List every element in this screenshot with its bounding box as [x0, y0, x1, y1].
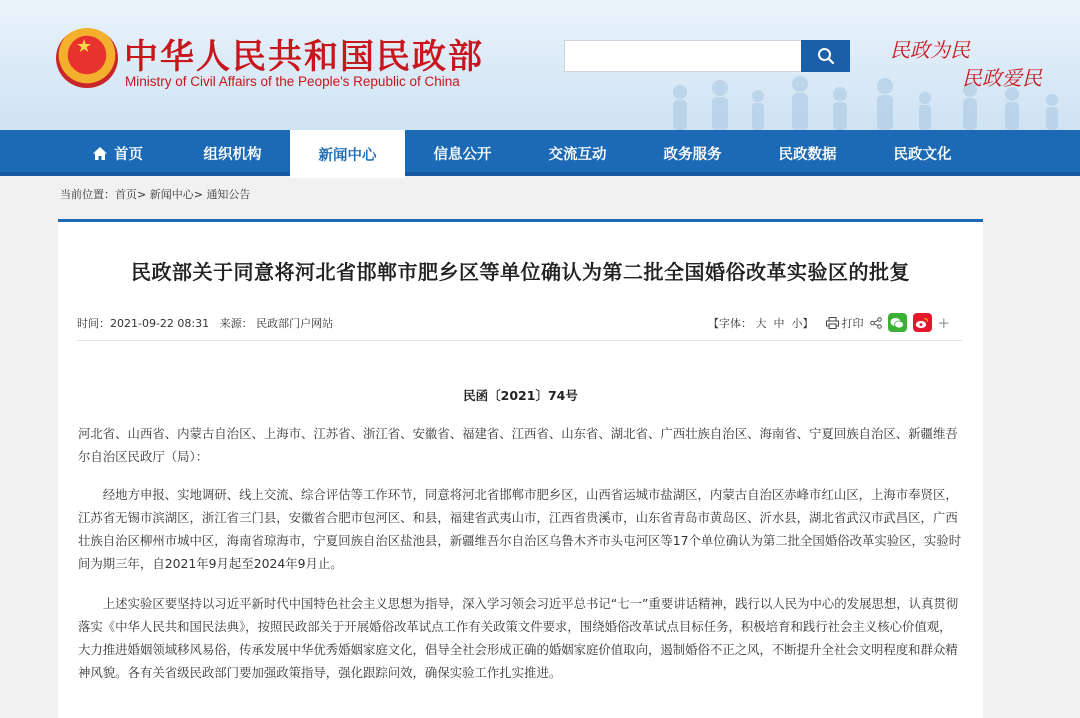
- breadcrumb-prefix: 当前位置：: [60, 188, 115, 201]
- search-button[interactable]: [801, 40, 850, 72]
- article-meta: [77, 315, 333, 331]
- home-icon: [92, 146, 108, 161]
- nav-item-label: 首页: [114, 146, 143, 163]
- nav-item-label: 政务服务: [663, 146, 722, 163]
- document-number: 民函〔2021〕74号: [463, 388, 578, 403]
- print-button[interactable]: [826, 315, 864, 331]
- slogan-1: 民政为民: [890, 38, 970, 62]
- publish-time: 2021-09-22 08:31: [110, 317, 210, 330]
- font-size-label-close: 】: [802, 316, 814, 330]
- font-size-label: 【字体：: [708, 316, 752, 330]
- printer-icon: [826, 317, 839, 329]
- nav-item-culture[interactable]: [865, 130, 980, 176]
- nav-item-label: 组织机构: [203, 146, 262, 163]
- time-label: 时间：: [77, 317, 110, 330]
- more-share-button[interactable]: +: [937, 313, 951, 332]
- nav-item-label: 新闻中心: [318, 147, 377, 164]
- font-size-medium-button[interactable]: 中: [773, 316, 785, 330]
- nav-item-data[interactable]: [750, 130, 865, 176]
- print-label: 打印: [841, 316, 864, 330]
- weibo-icon: [915, 317, 929, 329]
- nav-item-organization[interactable]: [175, 130, 290, 176]
- site-title: 中华人民共和国民政部: [124, 37, 484, 77]
- star-icon: ★: [76, 36, 93, 57]
- wechat-icon: [890, 317, 904, 329]
- source-label: 来源：: [219, 317, 253, 330]
- article-title: 民政部关于同意将河北省邯郸市肥乡区等单位确认为第二批全国婚俗改革实验区的批复: [131, 260, 910, 284]
- search-icon: [817, 47, 835, 65]
- nav-item-label: 民政数据: [778, 146, 837, 163]
- article-source: 民政部门户网站: [256, 317, 334, 330]
- nav-item-news-center[interactable]: [290, 130, 405, 178]
- breadcrumb-home-link[interactable]: 首页: [115, 188, 137, 201]
- nav-item-label: 交流互动: [548, 146, 607, 163]
- meta-divider: [77, 340, 962, 341]
- breadcrumb-notice-link[interactable]: 通知公告: [206, 188, 251, 201]
- nav-item-home[interactable]: [60, 130, 175, 176]
- font-size-small-button[interactable]: 小: [791, 316, 803, 330]
- article-paragraph: 经地方申报、实地调研、线上交流、综合评估等工作环节，同意将河北省邯郸市肥乡区，山西省运城市盐湖区，内蒙古自治区赤峰市红山区，上海市奉贤区，江苏省无锡市滨湖区，浙江省三门县，安徽省合肥市包河区、和县，福建省武夷山市，江西省贵溪市，山东省青岛市黄岛区、沂水县，湖北省武汉市武昌区，广西壮族自治区柳州市城中区，海南省琼海市，宁夏回族自治区盐池县，新疆维吾尔自治区乌鲁木齐市头屯河区等17个单位确认为第二批全国婚俗改革实验区，实验时间为期三年，自2021年9月起至2024年9月止。: [78, 487, 962, 571]
- site-header: [0, 0, 1080, 130]
- font-size-large-button[interactable]: 大: [755, 316, 767, 330]
- article-paragraph: 河北省、山西省、内蒙古自治区、上海市、江苏省、浙江省、安徽省、福建省、江西省、山东省、湖北省、广西壮族自治区、海南省、宁夏回族自治区、新疆维吾尔自治区民政厅（局）：: [78, 426, 958, 464]
- nav-item-interaction[interactable]: [520, 130, 635, 176]
- breadcrumb-separator: >: [193, 188, 203, 201]
- wechat-share-icon[interactable]: [888, 313, 907, 332]
- nav-item-info-disclosure[interactable]: [405, 130, 520, 176]
- breadcrumb-separator: >: [137, 188, 147, 201]
- share-icon[interactable]: [870, 317, 882, 329]
- nav-item-gov-services[interactable]: [635, 130, 750, 176]
- weibo-share-icon[interactable]: [913, 313, 932, 332]
- article-tools: [708, 313, 950, 332]
- main-nav: [0, 130, 1080, 176]
- nav-item-label: 民政文化: [893, 146, 952, 163]
- search-input[interactable]: [564, 40, 802, 72]
- article-card: [58, 219, 983, 718]
- breadcrumb-news-link[interactable]: 新闻中心: [149, 188, 194, 201]
- site-subtitle: Ministry of Civil Affairs of the People's Republic of China: [125, 74, 460, 89]
- slogan-2: 民政爱民: [962, 66, 1042, 90]
- nav-item-label: 信息公开: [433, 146, 492, 163]
- breadcrumb: [60, 186, 250, 202]
- article-paragraph: 上述实验区要坚持以习近平新时代中国特色社会主义思想为指导，深入学习领会习近平总书记“七一”重要讲话精神，践行以人民为中心的发展思想，认真贯彻落实《中华人民共和国民法典》，按照民政部关于开展婚俗改革试点工作有关政策文件要求，围绕婚俗改革试点目标任务，积极培育和践行社会主义核心价值观，大力推进婚姻领域移风易俗，传承发展中华优秀婚姻家庭文化，倡导全社会形成正确的婚姻家庭价值取向，遏制婚俗不正之风，不断提升全社会文明程度和群众精神风貌。各有关省级民政部门要加强政策指导，强化跟踪问效，确保实验工作扎实推进。: [78, 596, 959, 680]
- national-emblem-logo: [56, 28, 118, 88]
